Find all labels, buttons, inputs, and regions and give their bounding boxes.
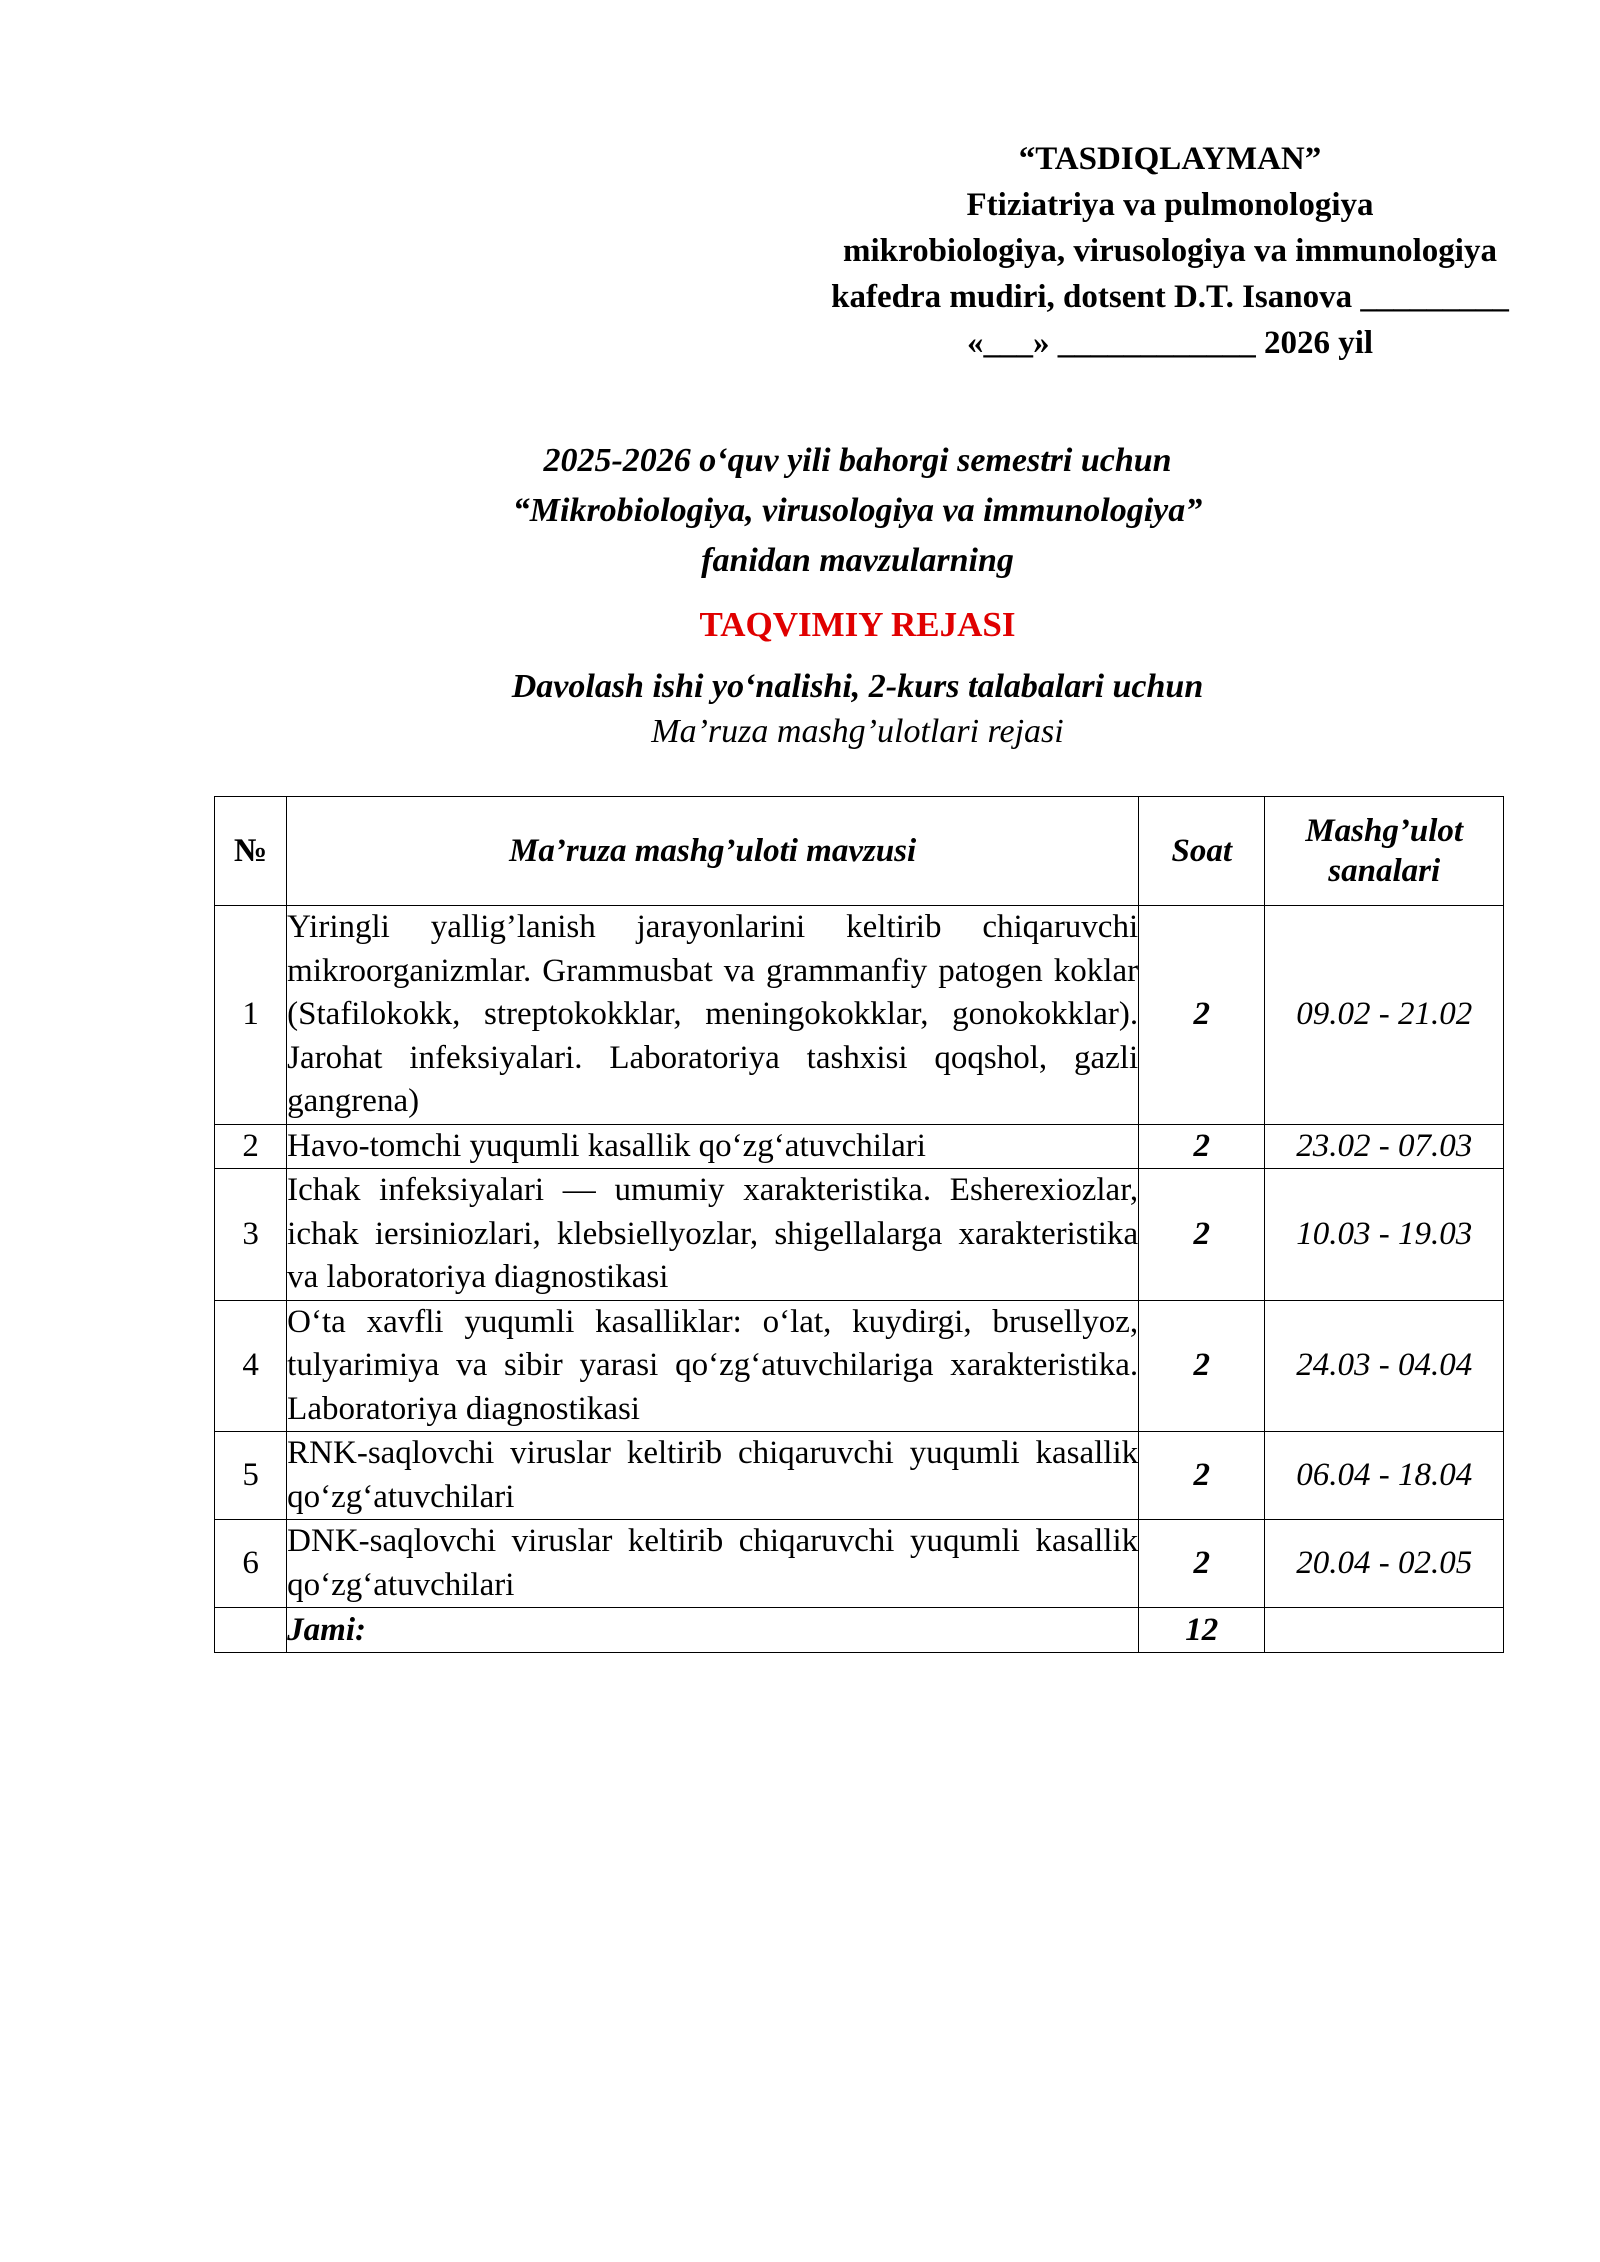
row-topic: O‘ta xavfli yuqumli kasalliklar: o‘lat, kuydirgi, brusellyoz, tulyarimiya va sibir yarasi qo‘zg‘atuvchilariga xarakteristika. Laboratoriya diagnostikasi	[287, 1300, 1139, 1432]
table-row	[215, 1520, 1504, 1608]
row-number: 5	[215, 1432, 287, 1520]
row-number: 1	[215, 906, 287, 1125]
row-dates: 06.04 - 18.04	[1265, 1432, 1504, 1520]
row-topic: RNK-saqlovchi viruslar keltirib chiqaruvchi yuqumli kasallik qo‘zg‘atuvchilari	[287, 1432, 1139, 1520]
row-hours: 2	[1139, 1432, 1265, 1520]
approval-block	[780, 136, 1560, 366]
header-dates: Mashg’ulot sanalari	[1265, 797, 1504, 906]
row-topic: DNK-saqlovchi viruslar keltirib chiqaruvchi yuqumli kasallik qo‘zg‘atuvchilari	[287, 1520, 1139, 1608]
row-hours: 2	[1139, 1124, 1265, 1169]
row-dates: 10.03 - 19.03	[1265, 1169, 1504, 1301]
row-number: 6	[215, 1520, 287, 1608]
row-hours: 2	[1139, 1300, 1265, 1432]
row-topic: Ichak infeksiyalari — umumiy xarakteristika. Esherexiozlar, ichak iersiniozlari, klebsiellyozlar, shigellalarga xarakteristika va laboratoriya diagnostikasi	[287, 1169, 1139, 1301]
plan-type-subtitle: Ma’ruza mashg’ulotlari rejasi	[651, 713, 1064, 750]
title-topics: fanidan mavzularning	[701, 542, 1014, 579]
row-topic: Havo-tomchi yuqumli kasallik qo‘zg‘atuvchilari	[287, 1124, 1139, 1169]
row-dates: 20.04 - 02.05	[1265, 1520, 1504, 1608]
table-total-row	[215, 1608, 1504, 1653]
approval-department-1: Ftiziatriya va pulmonologiya	[966, 187, 1374, 223]
row-hours: 2	[1139, 906, 1265, 1125]
total-number-cell	[215, 1608, 287, 1653]
row-hours: 2	[1139, 1169, 1265, 1301]
approval-date: «___» ____________ 2026 yil	[966, 325, 1374, 361]
row-topic: Yiringli yallig’lanish jarayonlarini keltirib chiqaruvchi mikroorganizmlar. Grammusbat va grammanfiy patogen koklar (Stafilokokk, streptokokklar, meningokokklar, gonokokklar). Jarohat infeksiyalari. Laboratoriya tashxisi qoqshol, gazli gangrena)	[287, 906, 1139, 1125]
total-label: Jami:	[287, 1608, 1139, 1653]
row-hours: 2	[1139, 1520, 1265, 1608]
row-dates: 24.03 - 04.04	[1265, 1300, 1504, 1432]
document-title-block	[0, 436, 1600, 754]
table-row	[215, 1124, 1504, 1169]
total-hours: 12	[1139, 1608, 1265, 1653]
plan-heading: TAQVIMIY REJASI	[699, 605, 1016, 644]
lecture-schedule-table	[214, 796, 1504, 1653]
title-semester: 2025-2026 o‘quv yili bahorgi semestri uchun	[543, 442, 1172, 479]
table-header-row	[215, 797, 1504, 906]
header-number: №	[215, 797, 287, 906]
row-number: 2	[215, 1124, 287, 1169]
total-dates-cell	[1265, 1608, 1504, 1653]
table-row	[215, 1169, 1504, 1301]
approval-department-2: mikrobiologiya, virusologiya va immunologiya	[843, 233, 1497, 269]
table-row	[215, 1432, 1504, 1520]
direction-subtitle: Davolash ishi yo‘nalishi, 2-kurs talabalari uchun	[511, 668, 1204, 705]
table-row	[215, 1300, 1504, 1432]
row-number: 3	[215, 1169, 287, 1301]
approval-head-signature: kafedra mudiri, dotsent D.T. Isanova _________	[831, 279, 1509, 315]
row-number: 4	[215, 1300, 287, 1432]
table-row	[215, 906, 1504, 1125]
header-topic: Ma’ruza mashg’uloti mavzusi	[287, 797, 1139, 906]
title-subject: “Mikrobiologiya, virusologiya va immunologiya”	[512, 492, 1203, 529]
approval-title: “TASDIQLAYMAN”	[1018, 141, 1322, 177]
header-hours: Soat	[1139, 797, 1265, 906]
row-dates: 09.02 - 21.02	[1265, 906, 1504, 1125]
row-dates: 23.02 - 07.03	[1265, 1124, 1504, 1169]
